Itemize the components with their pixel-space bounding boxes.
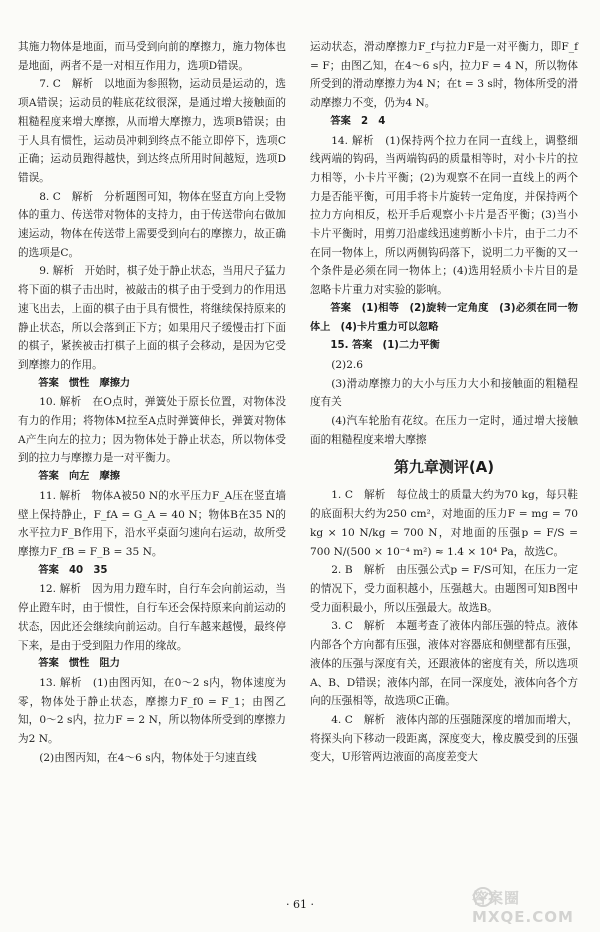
answer-15-part4: (4)汽车轮胎有花纹。在压力一定时，通过增大接触面的粗糙程度来增大摩擦 [310, 415, 578, 446]
answer-15-part2: (2)2.6 [331, 358, 364, 371]
answer-14: 14. 解析 (1)保持两个拉力在同一直线上，调整细线两端的钩码，当两端钩码的质量相等时，对小卡片的拉力相等，小卡片平衡；(2)为观察不在同一直线上的两个力是否能平衡，可用手将卡片旋转一定角度，并保持两个拉力方向相反，松开手后观察小卡片是否平衡；(3)当小卡片平衡时，用剪刀沿虚线迅速剪断小卡片，由于二力不在同一物体上，所以两侧钩码落下，说明二力平衡的又一个条件是必须在同一物体上；(4)选用轻质小卡片目的是忽略卡片重力对实验的影响。 [310, 134, 578, 297]
right-column [310, 38, 578, 767]
watermark [472, 886, 590, 926]
answer-9: 9. 解析 开始时，棋子处于静止状态，当用尺子猛力将下面的棋子击出时，被敲击的棋子由于受到力的作用迅速飞出去，上面的棋子由于具有惯性，将继续保持原来的静止状态，所以会落到正下方；如果用尺子缓慢击打下面的棋子，紧挨被击打棋子上面的棋子会移动，是因为它受到摩擦力的作用。 [18, 265, 286, 371]
ch9-answer-2: 2. B 解析 由压强公式p = F/S可知，在压力一定的情况下，受力面积越小，压强越大。由题图可知B图中受力面积最小，所以压强最大。故选B。 [310, 564, 578, 614]
answer-14-key: 答案 (1)相等 (2)旋转一定角度 (3)必须在同一物体上 (4)卡片重力可以忽略 [310, 302, 578, 333]
chapter-title: 第九章测评(A) [393, 458, 495, 477]
answer-10-key: 答案 向左 摩擦 [38, 471, 120, 483]
ch9-answer-4: 4. C 解析 液体内部的压强随深度的增加而增大，将探头向下移动一段距离，深度变大，橡皮膜受到的压强变大，U形管两边液面的高度差变大 [310, 713, 578, 764]
left-column [18, 38, 286, 767]
answer-13-part2: (2)由图丙知，在4～6 s内，物体处于匀速直线 [39, 751, 257, 764]
answer-11-key: 答案 40 35 [38, 564, 108, 576]
answer-10: 10. 解析 在O点时，弹簧处于原长位置，对物体没有力的作用；将物体M拉至A点时弹簧伸长，弹簧对物体A产生向左的拉力；因为物体处于静止状态，所以物体受到的拉力与摩擦力是一对平衡力。 [18, 396, 286, 465]
page-number: · 61 · [286, 898, 314, 911]
answer-12-key: 答案 惯性 阻力 [38, 658, 120, 670]
answer-13: 13. 解析 (1)由图丙知，在0～2 s内，物体速度为零，物体处于静止状态，摩擦力F_f0 = F_1；由图乙知，0～2 s内，拉力F = 2 N，所以物体所受到的摩擦力为2 N。 [18, 676, 286, 746]
answer-11: 11. 解析 物体A被50 N的水平压力F_A压在竖直墙壁上保持静止，F_fA = G_A = 40 N；物体B在35 N的水平拉力F_B作用下，沿水平桌面匀速向右运动，故所受摩擦力F_fB = F_B = 35 N。 [18, 489, 286, 558]
answer-15: 15. 答案 (1)二力平衡 [330, 340, 440, 352]
answer-12: 12. 解析 因为用力蹬车时，自行车会向前运动，当停止蹬车时，由于惯性，自行车还会保持原来向前运动的状态，因此还会继续向前运动。自行车越来越慢，最终停下来，是由于受到阻力作用的缘故。 [18, 583, 286, 652]
answer-8: 8. C 解析 分析题图可知，物体在竖直方向上受物体的重力、传送带对物体的支持力，由于传送带向右做加速运动，物体在传送带上需要受到向右的摩擦力，故正确的选项是C。 [18, 190, 286, 259]
answer-9-key: 答案 惯性 摩擦力 [38, 377, 131, 389]
para-continued: 其施力物体是地面，而马受到向前的摩擦力，施力物体也是地面，两者不是一对相互作用力，选项D错误。 [18, 41, 286, 72]
answer-13-key: 答案 2 4 [330, 115, 386, 127]
ch9-answer-3: 3. C 解析 本题考查了液体内部压强的特点。液体内部各个方向都有压强，液体对容器底和侧壁都有压强，液体的压强与深度有关，还跟液体的密度有关，所以选项A、B、D错误；液体内部，在同一深度处，液体向各个方向的压强相等，故选项C正确。 [310, 620, 578, 708]
watermark-text: 答案圈 MXQE.COM [472, 889, 574, 926]
answer-13-continued: 运动状态，滑动摩擦力F_f与拉力F是一对平衡力，即F_f = F；由图乙知，在4～6 s内，拉力F = 4 N，所以物体所受到的滑动摩擦力为4 N；在t = 3 s时，物体所受的滑动摩擦力不变，仍为4 N。 [310, 41, 578, 110]
ch9-answer-1: 1. C 解析 每位战士的质量大约为70 kg，每只鞋的底面积大约为250 cm²，对地面的压力F = mg = 70 kg × 10 N/kg = 700 N，对地面的压强p = F/S = 700 N/(500 × 10⁻⁴ m²) ≈ 1.4 × 10⁴ Pa，故选C。 [310, 489, 578, 558]
answer-7: 7. C 解析 以地面为参照物，运动员是运动的，选项A错误；运动员的鞋底花纹很深，是通过增大接触面的粗糙程度来增大摩擦，从而增大摩擦力，选项B错误；由于人具有惯性，运动员冲刺到终点不能立即停下，选项C正确；运动员跑得越快，到达终点所用时间越短，选项D错误。 [18, 78, 286, 184]
answer-15-part3: (3)滑动摩擦力的大小与压力大小和接触面的粗糙程度有关 [310, 377, 578, 409]
